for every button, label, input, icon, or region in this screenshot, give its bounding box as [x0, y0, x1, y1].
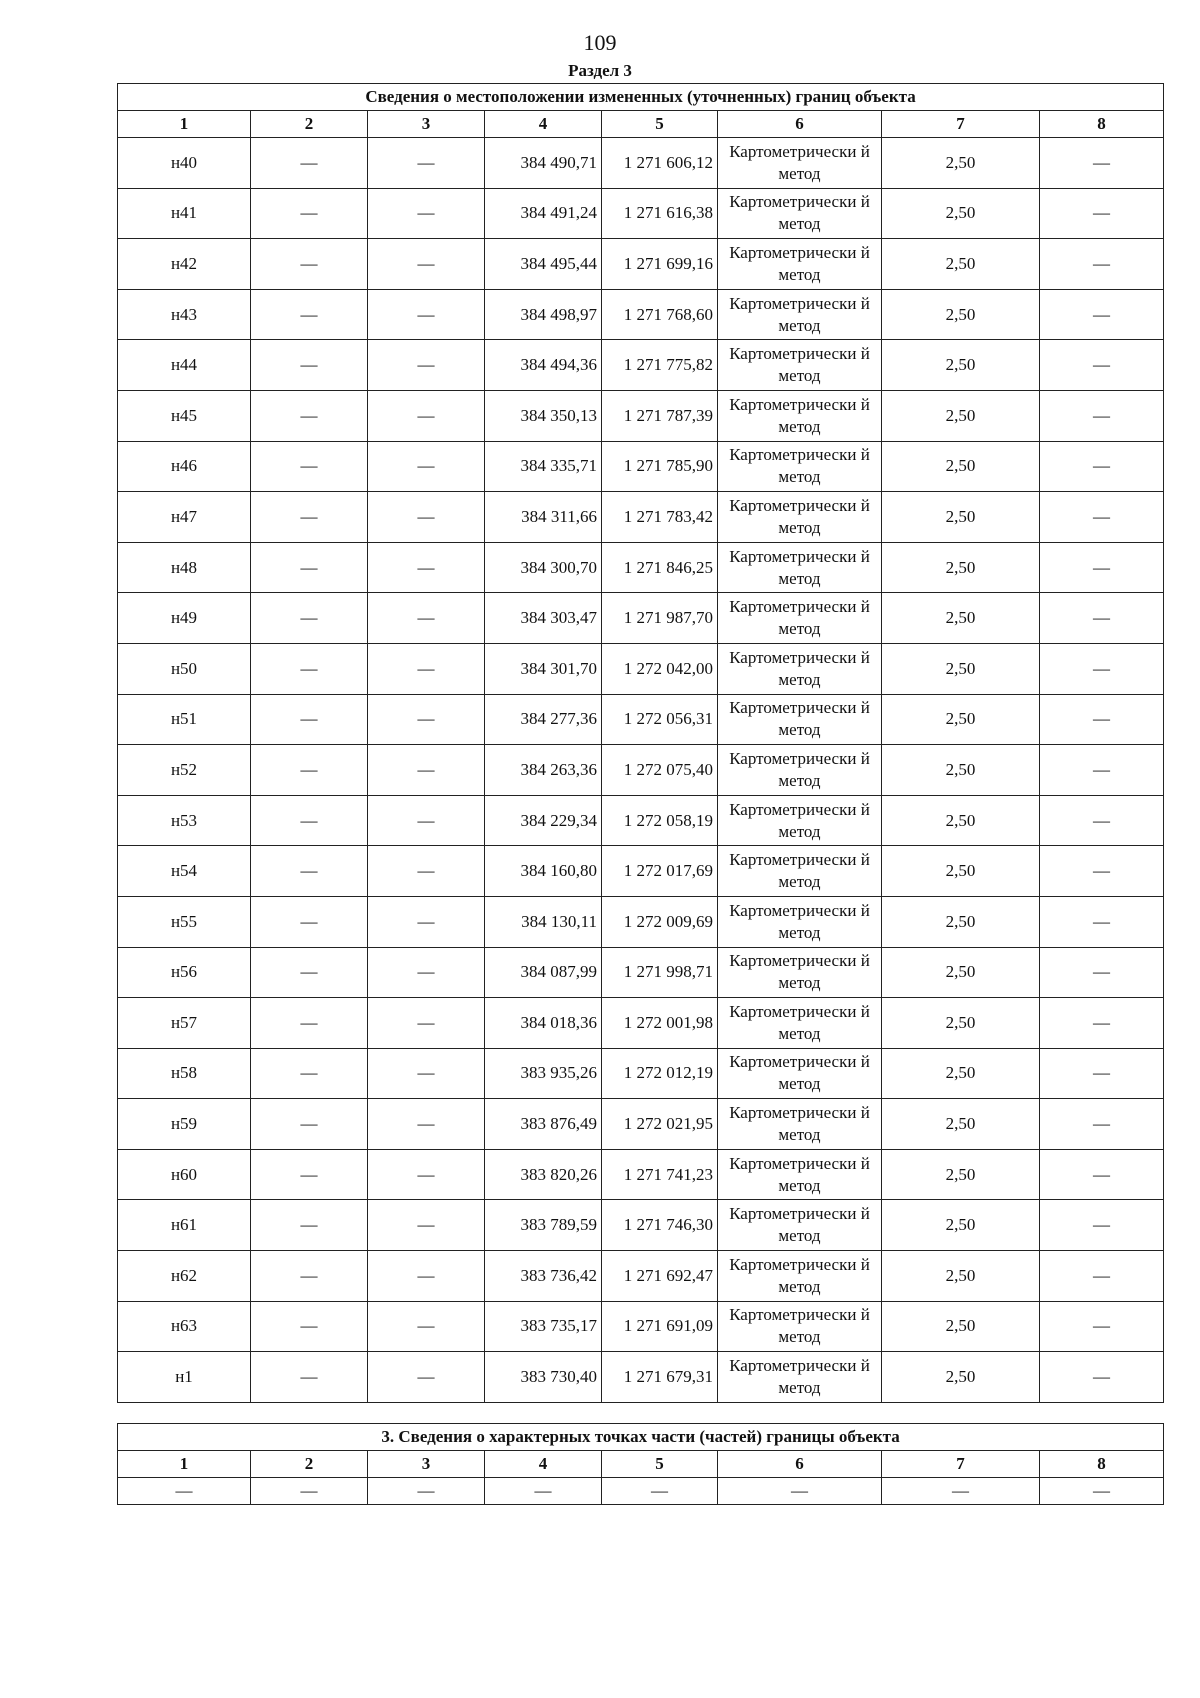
cell-col-5: 1 272 075,40: [602, 745, 718, 796]
cell-col-4: 384 160,80: [485, 846, 602, 897]
cell-col-4: 383 730,40: [485, 1352, 602, 1403]
cell-col-7: 2,50: [882, 745, 1040, 796]
cell-col-6: Картометрически й метод: [718, 542, 882, 593]
cell-col-6: Картометрически й метод: [718, 643, 882, 694]
table-row: [118, 1099, 1164, 1150]
cell-col-2: —: [251, 643, 368, 694]
cell-col-7: —: [882, 1478, 1040, 1505]
cell-col-8: —: [1040, 289, 1164, 340]
table-row: [118, 188, 1164, 239]
table-row: [118, 289, 1164, 340]
sub-table-title: 3. Сведения о характерных точках части (частей) границы объекта: [118, 1424, 1164, 1451]
cell-col-4: 383 735,17: [485, 1301, 602, 1352]
cell-col-8: —: [1040, 745, 1164, 796]
cell-col-3: —: [368, 947, 485, 998]
cell-col-6: Картометрически й метод: [718, 1251, 882, 1302]
cell-col-8: —: [1040, 492, 1164, 543]
cell-col-3: —: [368, 1149, 485, 1200]
cell-col-2: —: [251, 188, 368, 239]
cell-col-8: —: [1040, 340, 1164, 391]
cell-col-6: Картометрически й метод: [718, 745, 882, 796]
cell-col-2: —: [251, 694, 368, 745]
boundary-points-table: [117, 83, 1164, 1403]
cell-col-6: Картометрически й метод: [718, 1048, 882, 1099]
cell-col-6: Картометрически й метод: [718, 1149, 882, 1200]
cell-col-7: 2,50: [882, 593, 1040, 644]
cell-col-4: 384 350,13: [485, 390, 602, 441]
table-row: [118, 239, 1164, 290]
cell-col-2: —: [251, 947, 368, 998]
table-row: [118, 846, 1164, 897]
cell-col-5: 1 271 691,09: [602, 1301, 718, 1352]
cell-col-7: 2,50: [882, 188, 1040, 239]
cell-col-2: —: [251, 1200, 368, 1251]
cell-col-7: 2,50: [882, 1301, 1040, 1352]
cell-col-5: 1 271 699,16: [602, 239, 718, 290]
table-row: [118, 441, 1164, 492]
cell-col-8: —: [1040, 188, 1164, 239]
cell-col-6: Картометрически й метод: [718, 138, 882, 189]
cell-col-8: —: [1040, 1099, 1164, 1150]
cell-col-5: 1 271 746,30: [602, 1200, 718, 1251]
cell-col-3: —: [368, 846, 485, 897]
cell-col-5: 1 272 017,69: [602, 846, 718, 897]
cell-col-2: —: [251, 593, 368, 644]
cell-col-4: 384 300,70: [485, 542, 602, 593]
cell-col-2: —: [251, 1149, 368, 1200]
cell-col-1: н43: [118, 289, 251, 340]
cell-col-4: 383 820,26: [485, 1149, 602, 1200]
column-header-6: 6: [718, 1451, 882, 1478]
cell-col-2: —: [251, 998, 368, 1049]
cell-col-6: Картометрически й метод: [718, 896, 882, 947]
cell-col-6: Картометрически й метод: [718, 1301, 882, 1352]
column-header-6: 6: [718, 111, 882, 138]
table-row: [118, 998, 1164, 1049]
cell-col-5: 1 271 606,12: [602, 138, 718, 189]
cell-col-1: н50: [118, 643, 251, 694]
cell-col-2: —: [251, 340, 368, 391]
cell-col-3: —: [368, 795, 485, 846]
table-row: [118, 1048, 1164, 1099]
cell-col-5: 1 272 012,19: [602, 1048, 718, 1099]
cell-col-7: 2,50: [882, 239, 1040, 290]
cell-col-5: 1 271 785,90: [602, 441, 718, 492]
cell-col-3: —: [368, 745, 485, 796]
cell-col-6: —: [718, 1478, 882, 1505]
cell-col-8: —: [1040, 643, 1164, 694]
cell-col-3: —: [368, 1478, 485, 1505]
cell-col-6: Картометрически й метод: [718, 694, 882, 745]
cell-col-3: —: [368, 1200, 485, 1251]
cell-col-7: 2,50: [882, 795, 1040, 846]
table-row: [118, 340, 1164, 391]
cell-col-7: 2,50: [882, 694, 1040, 745]
cell-col-3: —: [368, 492, 485, 543]
cell-col-1: н62: [118, 1251, 251, 1302]
cell-col-1: н59: [118, 1099, 251, 1150]
cell-col-2: —: [251, 896, 368, 947]
cell-col-1: н44: [118, 340, 251, 391]
cell-col-5: 1 272 058,19: [602, 795, 718, 846]
cell-col-6: Картометрически й метод: [718, 998, 882, 1049]
cell-col-5: 1 272 056,31: [602, 694, 718, 745]
cell-col-1: н47: [118, 492, 251, 543]
cell-col-4: 384 263,36: [485, 745, 602, 796]
column-header-2: 2: [251, 1451, 368, 1478]
cell-col-8: —: [1040, 1301, 1164, 1352]
cell-col-3: —: [368, 643, 485, 694]
cell-col-3: —: [368, 694, 485, 745]
table-row: [118, 390, 1164, 441]
cell-col-2: —: [251, 1301, 368, 1352]
cell-col-4: 384 018,36: [485, 998, 602, 1049]
cell-col-5: 1 271 787,39: [602, 390, 718, 441]
cell-col-8: —: [1040, 138, 1164, 189]
column-header-row: [118, 1451, 1164, 1478]
cell-col-2: —: [251, 1251, 368, 1302]
table-row: [118, 1352, 1164, 1403]
cell-col-7: 2,50: [882, 998, 1040, 1049]
cell-col-2: —: [251, 138, 368, 189]
cell-col-1: н54: [118, 846, 251, 897]
cell-col-3: —: [368, 1099, 485, 1150]
cell-col-8: —: [1040, 947, 1164, 998]
table-row: [118, 795, 1164, 846]
table-row: [118, 1478, 1164, 1505]
table-row: [118, 643, 1164, 694]
cell-col-7: 2,50: [882, 1200, 1040, 1251]
cell-col-5: 1 271 998,71: [602, 947, 718, 998]
cell-col-7: 2,50: [882, 1099, 1040, 1150]
cell-col-1: н53: [118, 795, 251, 846]
cell-col-1: н46: [118, 441, 251, 492]
cell-col-6: Картометрически й метод: [718, 1099, 882, 1150]
table-row: [118, 492, 1164, 543]
table-row: [118, 947, 1164, 998]
cell-col-7: 2,50: [882, 390, 1040, 441]
cell-col-2: —: [251, 1099, 368, 1150]
cell-col-8: —: [1040, 896, 1164, 947]
cell-col-1: н52: [118, 745, 251, 796]
cell-col-2: —: [251, 441, 368, 492]
table-row: [118, 896, 1164, 947]
cell-col-2: —: [251, 1478, 368, 1505]
cell-col-8: —: [1040, 593, 1164, 644]
cell-col-4: 384 495,44: [485, 239, 602, 290]
cell-col-7: 2,50: [882, 542, 1040, 593]
part-points-table: [117, 1423, 1164, 1505]
cell-col-1: н56: [118, 947, 251, 998]
cell-col-4: —: [485, 1478, 602, 1505]
cell-col-6: Картометрически й метод: [718, 289, 882, 340]
cell-col-7: 2,50: [882, 492, 1040, 543]
cell-col-3: —: [368, 441, 485, 492]
cell-col-7: 2,50: [882, 643, 1040, 694]
cell-col-4: 384 491,24: [485, 188, 602, 239]
column-header-4: 4: [485, 1451, 602, 1478]
column-header-8: 8: [1040, 111, 1164, 138]
cell-col-5: 1 271 846,25: [602, 542, 718, 593]
cell-col-2: —: [251, 492, 368, 543]
table-title: Сведения о местоположении измененных (уточненных) границ объекта: [118, 84, 1164, 111]
cell-col-6: Картометрически й метод: [718, 239, 882, 290]
cell-col-5: 1 271 987,70: [602, 593, 718, 644]
cell-col-1: н58: [118, 1048, 251, 1099]
cell-col-4: 384 303,47: [485, 593, 602, 644]
column-header-2: 2: [251, 111, 368, 138]
cell-col-4: 384 301,70: [485, 643, 602, 694]
cell-col-4: 384 277,36: [485, 694, 602, 745]
cell-col-1: н55: [118, 896, 251, 947]
cell-col-3: —: [368, 896, 485, 947]
cell-col-8: —: [1040, 390, 1164, 441]
cell-col-2: —: [251, 1048, 368, 1099]
cell-col-5: 1 271 783,42: [602, 492, 718, 543]
cell-col-5: 1 271 775,82: [602, 340, 718, 391]
cell-col-4: 383 935,26: [485, 1048, 602, 1099]
cell-col-1: н57: [118, 998, 251, 1049]
cell-col-8: —: [1040, 795, 1164, 846]
cell-col-3: —: [368, 998, 485, 1049]
cell-col-3: —: [368, 340, 485, 391]
cell-col-5: 1 271 741,23: [602, 1149, 718, 1200]
column-header-5: 5: [602, 1451, 718, 1478]
cell-col-3: —: [368, 138, 485, 189]
column-header-7: 7: [882, 111, 1040, 138]
cell-col-5: 1 272 001,98: [602, 998, 718, 1049]
cell-col-7: 2,50: [882, 340, 1040, 391]
cell-col-8: —: [1040, 846, 1164, 897]
cell-col-8: —: [1040, 998, 1164, 1049]
column-header-7: 7: [882, 1451, 1040, 1478]
cell-col-6: Картометрически й метод: [718, 846, 882, 897]
table-row: [118, 1149, 1164, 1200]
cell-col-5: 1 272 042,00: [602, 643, 718, 694]
column-header-1: 1: [118, 111, 251, 138]
table-row: [118, 138, 1164, 189]
cell-col-3: —: [368, 593, 485, 644]
cell-col-7: 2,50: [882, 947, 1040, 998]
cell-col-8: —: [1040, 1200, 1164, 1251]
table-row: [118, 1251, 1164, 1302]
cell-col-4: 384 494,36: [485, 340, 602, 391]
cell-col-8: —: [1040, 1048, 1164, 1099]
cell-col-1: н63: [118, 1301, 251, 1352]
table-row: [118, 1200, 1164, 1251]
cell-col-7: 2,50: [882, 896, 1040, 947]
cell-col-6: Картометрически й метод: [718, 390, 882, 441]
column-header-5: 5: [602, 111, 718, 138]
cell-col-6: Картометрически й метод: [718, 1352, 882, 1403]
cell-col-1: н48: [118, 542, 251, 593]
cell-col-7: 2,50: [882, 1251, 1040, 1302]
cell-col-4: 384 229,34: [485, 795, 602, 846]
cell-col-4: 384 311,66: [485, 492, 602, 543]
table-row: [118, 1301, 1164, 1352]
cell-col-8: —: [1040, 1352, 1164, 1403]
cell-col-8: —: [1040, 542, 1164, 593]
table-row: [118, 542, 1164, 593]
cell-col-3: —: [368, 1352, 485, 1403]
cell-col-1: —: [118, 1478, 251, 1505]
column-header-3: 3: [368, 1451, 485, 1478]
column-header-3: 3: [368, 111, 485, 138]
page-number: 109: [583, 30, 617, 55]
cell-col-8: —: [1040, 1478, 1164, 1505]
cell-col-4: 384 087,99: [485, 947, 602, 998]
cell-col-4: 383 789,59: [485, 1200, 602, 1251]
table-row: [118, 593, 1164, 644]
cell-col-4: 383 736,42: [485, 1251, 602, 1302]
cell-col-4: 384 498,97: [485, 289, 602, 340]
cell-col-8: —: [1040, 1149, 1164, 1200]
cell-col-2: —: [251, 542, 368, 593]
cell-col-3: —: [368, 390, 485, 441]
cell-col-3: —: [368, 1251, 485, 1302]
cell-col-5: —: [602, 1478, 718, 1505]
cell-col-8: —: [1040, 441, 1164, 492]
cell-col-2: —: [251, 795, 368, 846]
cell-col-1: н41: [118, 188, 251, 239]
cell-col-5: 1 272 009,69: [602, 896, 718, 947]
cell-col-4: 384 490,71: [485, 138, 602, 189]
cell-col-1: н40: [118, 138, 251, 189]
cell-col-7: 2,50: [882, 846, 1040, 897]
cell-col-6: Картометрически й метод: [718, 492, 882, 543]
column-header-4: 4: [485, 111, 602, 138]
cell-col-2: —: [251, 239, 368, 290]
cell-col-3: —: [368, 239, 485, 290]
cell-col-3: —: [368, 289, 485, 340]
column-header-8: 8: [1040, 1451, 1164, 1478]
cell-col-3: —: [368, 542, 485, 593]
cell-col-5: 1 271 768,60: [602, 289, 718, 340]
cell-col-2: —: [251, 1352, 368, 1403]
table-row: [118, 694, 1164, 745]
cell-col-1: н51: [118, 694, 251, 745]
cell-col-6: Картометрически й метод: [718, 795, 882, 846]
cell-col-1: н60: [118, 1149, 251, 1200]
column-header-1: 1: [118, 1451, 251, 1478]
cell-col-7: 2,50: [882, 138, 1040, 189]
cell-col-5: 1 271 679,31: [602, 1352, 718, 1403]
cell-col-2: —: [251, 745, 368, 796]
cell-col-1: н61: [118, 1200, 251, 1251]
cell-col-6: Картометрически й метод: [718, 593, 882, 644]
cell-col-6: Картометрически й метод: [718, 441, 882, 492]
column-header-row: [118, 111, 1164, 138]
cell-col-1: н45: [118, 390, 251, 441]
cell-col-2: —: [251, 289, 368, 340]
cell-col-7: 2,50: [882, 1149, 1040, 1200]
table-row: [118, 745, 1164, 796]
cell-col-4: 384 335,71: [485, 441, 602, 492]
cell-col-6: Картометрически й метод: [718, 1200, 882, 1251]
cell-col-6: Картометрически й метод: [718, 188, 882, 239]
cell-col-3: —: [368, 188, 485, 239]
cell-col-3: —: [368, 1048, 485, 1099]
section-heading: Раздел 3: [568, 61, 632, 80]
cell-col-3: —: [368, 1301, 485, 1352]
cell-col-5: 1 271 616,38: [602, 188, 718, 239]
cell-col-8: —: [1040, 239, 1164, 290]
cell-col-2: —: [251, 390, 368, 441]
cell-col-1: н1: [118, 1352, 251, 1403]
cell-col-8: —: [1040, 694, 1164, 745]
cell-col-5: 1 271 692,47: [602, 1251, 718, 1302]
cell-col-1: н42: [118, 239, 251, 290]
cell-col-6: Картометрически й метод: [718, 340, 882, 391]
cell-col-7: 2,50: [882, 1352, 1040, 1403]
cell-col-7: 2,50: [882, 1048, 1040, 1099]
cell-col-7: 2,50: [882, 289, 1040, 340]
cell-col-6: Картометрически й метод: [718, 947, 882, 998]
cell-col-1: н49: [118, 593, 251, 644]
cell-col-7: 2,50: [882, 441, 1040, 492]
cell-col-5: 1 272 021,95: [602, 1099, 718, 1150]
cell-col-4: 384 130,11: [485, 896, 602, 947]
cell-col-8: —: [1040, 1251, 1164, 1302]
cell-col-2: —: [251, 846, 368, 897]
cell-col-4: 383 876,49: [485, 1099, 602, 1150]
